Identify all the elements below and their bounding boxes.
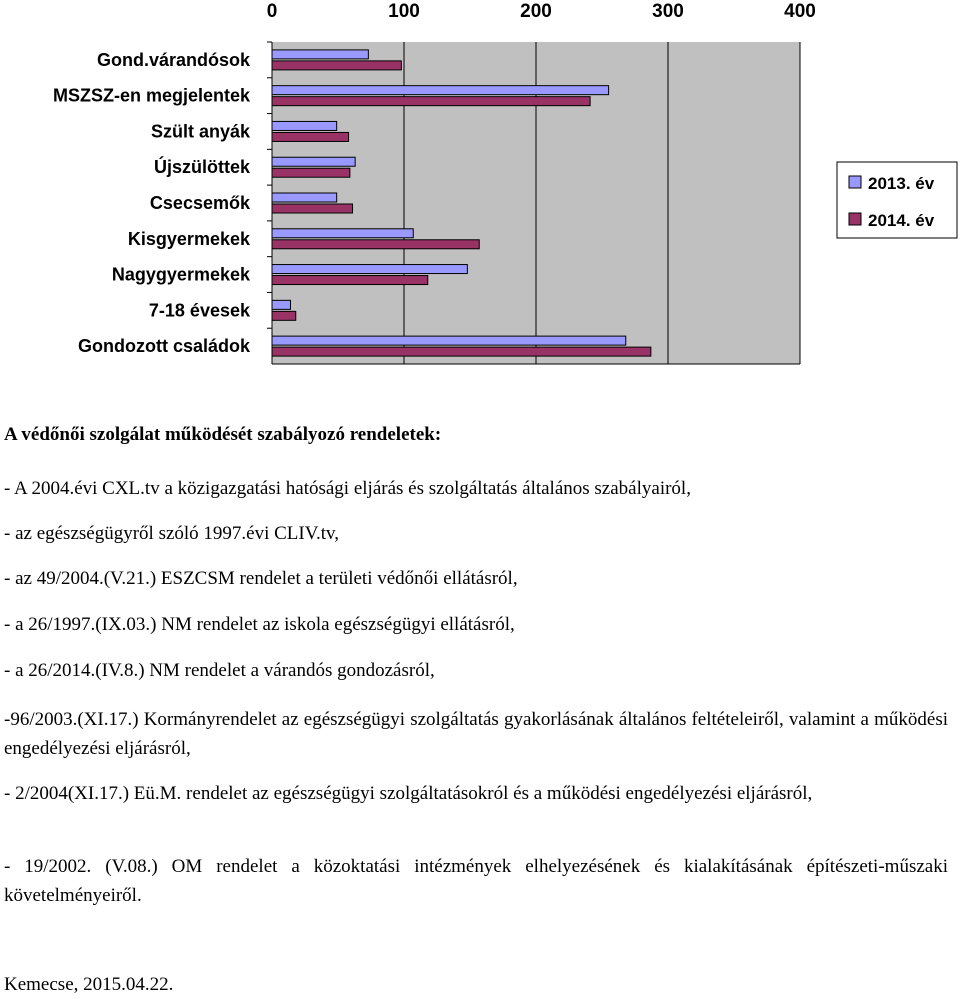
regulation-item: - az egészségügyről szóló 1997.évi CLIV.tv, xyxy=(4,523,340,544)
signature-place-date: Kemecse, 2015.04.22. xyxy=(4,974,174,995)
bar-2014-0 xyxy=(272,61,401,70)
bar-2013-0 xyxy=(272,50,368,59)
bar-2013-1 xyxy=(272,86,609,95)
regulation-item: - 2/2004(XI.17.) Eü.M. rendelet az egészségügyi szolgáltatásokról és a működési engedélyezési eljárásról, xyxy=(4,783,813,804)
regulation-item: - 19/2002. (V.08.) OM rendelet a közoktatási intézmények elhelyezésének és kialakításának építészeti-műszaki követelményeiről. xyxy=(4,856,948,906)
bar-2013-3 xyxy=(272,157,355,166)
bar-2013-8 xyxy=(272,336,626,345)
x-tick-label: 100 xyxy=(388,1,420,22)
bar-2014-6 xyxy=(272,276,428,285)
regulation-item: - a 26/2014.(IV.8.) NM rendelet a várandós gondozásról, xyxy=(4,660,435,681)
category-label: Nagygyermekek xyxy=(111,264,250,285)
bar-2014-1 xyxy=(272,97,590,106)
legend-label-2013: 2013. év xyxy=(868,174,935,193)
category-labels xyxy=(53,50,251,356)
category-label: 7-18 évesek xyxy=(148,300,250,321)
bar-2014-5 xyxy=(272,240,479,249)
category-label: Gondozott családok xyxy=(77,336,250,357)
regulation-item: -96/2003.(XI.17.) Kormányrendelet az egészségügyi szolgáltatás gyakorlásának általános feltételeiről, valamint a működési engedélyezési eljárásról, xyxy=(4,709,948,759)
category-label: Csecsemők xyxy=(149,193,250,213)
regulation-item: - az 49/2004.(V.21.) ESZCSM rendelet a területi védőnői ellátásról, xyxy=(4,568,518,589)
legend-label-2014: 2014. év xyxy=(868,211,935,230)
legend-swatch-2013 xyxy=(849,176,861,188)
bar-2013-6 xyxy=(272,265,467,274)
regulation-item: - A 2004.évi CXL.tv a közigazgatási hatósági eljárás és szolgáltatás általános szabályairól, xyxy=(4,478,691,499)
legend xyxy=(837,162,957,238)
bar-2014-2 xyxy=(272,132,349,141)
x-tick-label: 300 xyxy=(652,1,684,22)
x-tick-label: 400 xyxy=(784,1,816,22)
bar-chart xyxy=(0,0,960,400)
legend-swatch-2014 xyxy=(849,213,861,225)
bar-2014-7 xyxy=(272,311,296,320)
category-label: Kisgyermekek xyxy=(127,228,250,249)
x-axis-ticks xyxy=(267,1,816,22)
x-tick-label: 0 xyxy=(266,1,278,22)
bar-2013-5 xyxy=(272,229,413,238)
bar-2014-4 xyxy=(272,204,353,213)
bar-2014-8 xyxy=(272,347,651,356)
regulations-heading: A védőnői szolgálat működését szabályozó rendeletek: xyxy=(4,424,442,445)
bar-2013-4 xyxy=(272,193,337,202)
x-tick-label: 200 xyxy=(520,1,552,22)
regulation-item: - a 26/1997.(IX.03.) NM rendelet az iskola egészségügyi ellátásról, xyxy=(4,614,515,635)
category-label: Gond.várandósok xyxy=(96,49,250,70)
bar-2014-3 xyxy=(272,168,350,177)
category-label: Újszülöttek xyxy=(153,157,250,178)
bar-2013-2 xyxy=(272,121,337,130)
category-label: Szült anyák xyxy=(150,121,250,142)
bar-2013-7 xyxy=(272,300,290,309)
category-label: MSZSZ-en megjelentek xyxy=(52,85,250,106)
